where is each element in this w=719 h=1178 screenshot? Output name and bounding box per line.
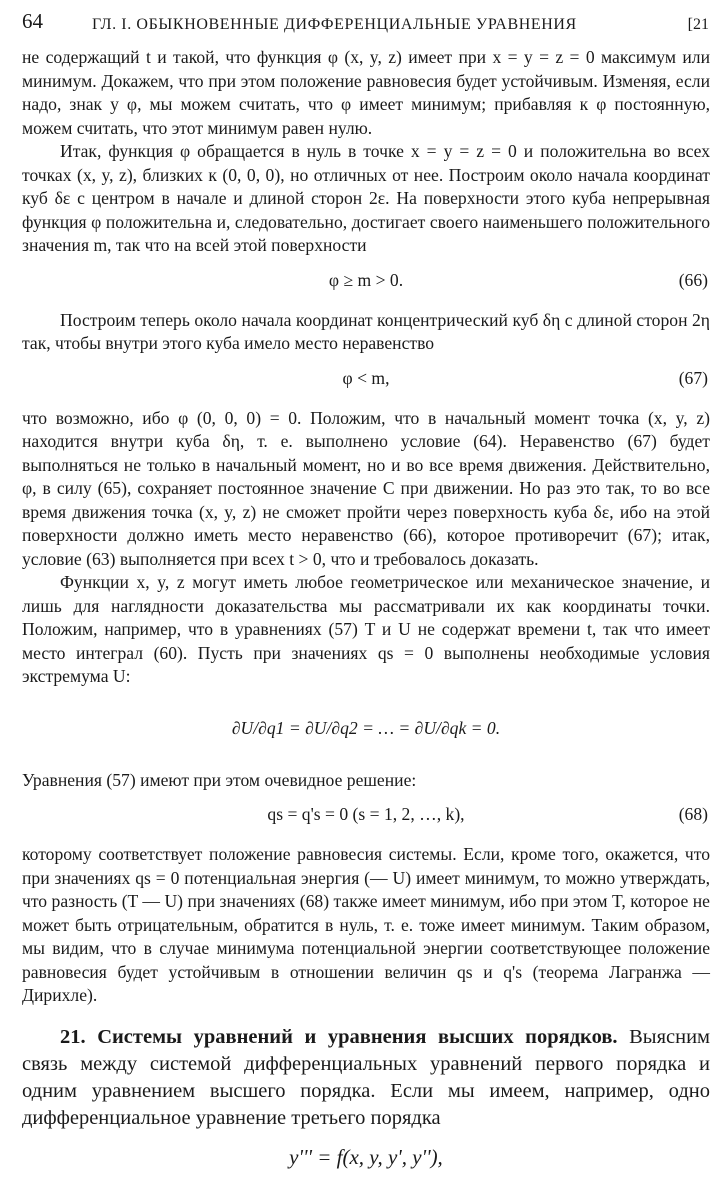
paragraph-7: которому соответствует положение равновесия системы. Если, кроме того, окажется, что при значениях qs = 0 потенциальная энергия (— U) имеет минимум, то можно утверждать, что разность (T — U) при значениях (68) также имеет минимум, ибо при этом T, которое не может быть отрицательным, обратится в нуль, т. е. тоже имеет минимум. Таким образом, мы видим, что в случае минимума потенциальной энергии соответствующее положение равновесия будет устойчивым в отношении величин qs и q's (теорема Лагранжа — Дирихле).	[22, 844, 710, 1005]
paragraph-2: Итак, функция φ обращается в нуль в точке x = y = z = 0 и положительна во всех точках (x, y, z), близких к (0, 0, 0), но отличных от нее. Построим около начала координат куб δε с центром в начале и длиной сторон 2ε. На поверхности этого куба непрерывная функция φ положительна и, следовательно, достигает своего наименьшего положительного значения m, так что на всей этой поверхности	[22, 141, 710, 255]
section-title: 21. Системы уравнений и уравнения высших порядков.	[60, 1025, 618, 1048]
paragraph-3: Построим теперь около начала координат концентрический куб δη с длиной сторон 2η так, чтобы внутри этого куба имело место неравенство	[22, 309, 710, 353]
section-21-paragraph	[22, 1024, 710, 1132]
equation-66	[22, 269, 710, 297]
running-title: ГЛ. I. ОБЫКНОВЕННЫЕ ДИФФЕРЕНЦИАЛЬНЫЕ УРАВНЕНИЯ	[92, 16, 577, 33]
equation-third-order-body: y''' = f(x, y, y', y''),	[289, 1144, 443, 1169]
equation-68-body: qs = q's = 0 (s = 1, 2, …, k),	[267, 804, 465, 824]
paragraph-6: Уравнения (57) имеют при этом очевидное решение:	[22, 769, 417, 790]
page-body	[22, 46, 710, 1178]
equation-extremum	[22, 697, 710, 759]
equation-67-body: φ < m,	[342, 367, 390, 388]
equation-66-body: φ ≥ m > 0.	[328, 269, 404, 290]
paragraph-4: что возможно, ибо φ (0, 0, 0) = 0. Положим, что в начальный момент точка (x, y, z) находится внутри куба δη, т. е. выполнено условие (64). Неравенство (67) будет выполняться не только в начальный момент, но и во все время движения. Действительно, φ, в силу (65), сохраняет постоянное значение C при движении. Но раз это так, то во все время движения точка (x, y, z) не сможет пройти через поверхность куба δε, ибо на этой поверхности должно иметь место неравенство (66), которое противоречит (67); итак, условие (63) выполняется при всех t > 0, что и требовалось доказать.	[22, 407, 710, 569]
equation-68	[22, 803, 710, 831]
paragraph-8: Выясним связь между системой дифференциальных уравнений первого порядка и одним уравнением высшего порядка. Если мы имеем, например, одно дифференциальное уравнение третьего порядка	[22, 1025, 711, 1129]
equation-68-number: (68)	[678, 804, 708, 824]
paragraph-5: Функции x, y, z могут иметь любое геометрическое или механическое значение, и лишь для наглядности доказательства мы рассматривали их как координаты точки. Положим, например, что в уравнениях (57) T и U не содержат времени t, так что имеет место интеграл (60). Пусть при значениях qs = 0 выполнены необходимые условия экстремума U:	[22, 572, 710, 686]
paragraph-1: не содержащий t и такой, что функция φ (x, y, z) имеет при x = y = z = 0 максимум или минимум. Докажем, что при этом положение равновесия будет устойчивым. Изменяя, если надо, знак у φ, мы можем считать, что φ имеет минимум; прибавляя к φ постоянную, можем считать, что этот минимум равен нулю.	[22, 47, 710, 138]
equation-66-number: (66)	[678, 269, 708, 290]
section-number: [21	[687, 16, 709, 33]
equation-67	[22, 367, 710, 395]
equation-third-order	[22, 1146, 710, 1178]
equation-67-number: (67)	[678, 367, 708, 388]
page-header	[22, 10, 709, 36]
page-number: 64	[22, 9, 43, 33]
equation-extremum-body: ∂U/∂q1 = ∂U/∂q2 = … = ∂U/∂qk = 0.	[231, 717, 501, 738]
